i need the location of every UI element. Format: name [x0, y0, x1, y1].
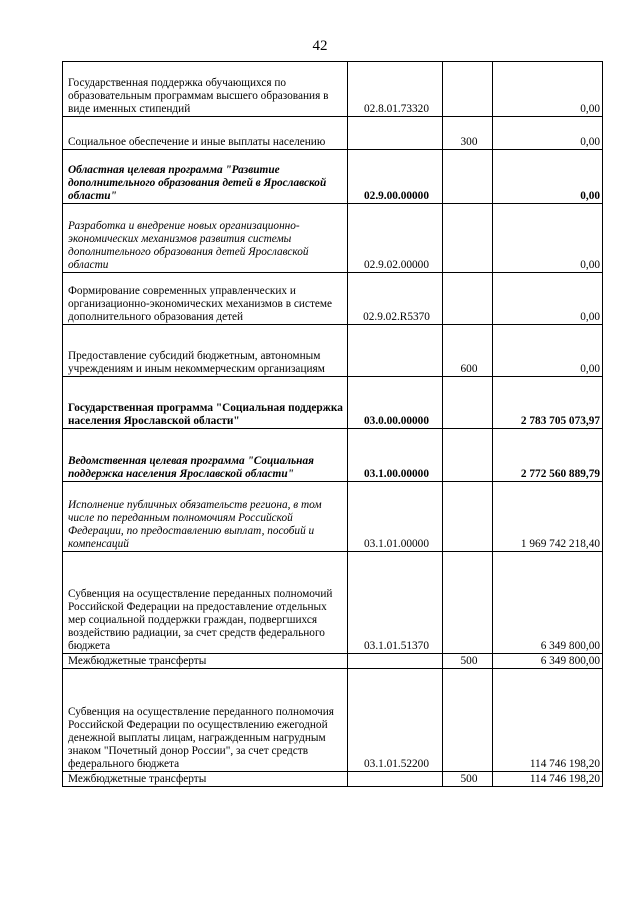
row-name-cell: Межбюджетные трансферты [63, 654, 348, 669]
row-expense-type-cell: 600 [443, 325, 493, 377]
row-expense-type-cell: 300 [443, 117, 493, 150]
row-name-cell: Предоставление субсидий бюджетным, автономным учреждениям и иным некоммерческим организациям [63, 325, 348, 377]
row-code-cell [348, 772, 443, 787]
row-code-cell: 03.1.01.51370 [348, 552, 443, 654]
row-expense-type-cell: 500 [443, 654, 493, 669]
row-code-cell: 03.1.00.00000 [348, 429, 443, 482]
row-amount-cell: 2 772 560 889,79 [493, 429, 603, 482]
row-code-cell: 03.0.00.00000 [348, 377, 443, 429]
row-expense-type-cell [443, 552, 493, 654]
row-name-cell: Социальное обеспечение и иные выплаты населению [63, 117, 348, 150]
row-expense-type-cell [443, 482, 493, 552]
row-expense-type-cell [443, 429, 493, 482]
table-row [63, 150, 603, 204]
row-amount-cell: 6 349 800,00 [493, 552, 603, 654]
table-row [63, 552, 603, 654]
row-amount-cell: 114 746 198,20 [493, 772, 603, 787]
table-row [63, 204, 603, 273]
row-expense-type-cell [443, 150, 493, 204]
table-row [63, 482, 603, 552]
row-code-cell: 02.8.01.73320 [348, 62, 443, 117]
table-row [63, 429, 603, 482]
row-name-cell: Ведомственная целевая программа "Социальная поддержка населения Ярославской области" [63, 429, 348, 482]
table-row [63, 377, 603, 429]
row-code-cell: 03.1.01.00000 [348, 482, 443, 552]
row-code-cell: 02.9.02.R5370 [348, 273, 443, 325]
row-amount-cell: 0,00 [493, 273, 603, 325]
row-amount-cell: 2 783 705 073,97 [493, 377, 603, 429]
row-amount-cell: 0,00 [493, 62, 603, 117]
row-name-cell: Исполнение публичных обязательств региона, в том числе по переданным полномочиям Российской Федерации, по предоставлению выплат, пособий и компенсаций [63, 482, 348, 552]
row-name-cell: Субвенция на осуществление переданного полномочия Российской Федерации по осуществлению ежегодной денежной выплаты лицам, награжденным нагрудным знаком "Почетный донор России", за счет средств федерального бюджета [63, 669, 348, 772]
budget-table-body [63, 62, 603, 787]
row-amount-cell: 6 349 800,00 [493, 654, 603, 669]
row-name-cell: Межбюджетные трансферты [63, 772, 348, 787]
row-code-cell [348, 117, 443, 150]
row-name-cell: Разработка и внедрение новых организационно-экономических механизмов развития системы дополнительного образования детей Ярославской области [63, 204, 348, 273]
row-name-cell: Областная целевая программа "Развитие дополнительного образования детей в Ярославской области" [63, 150, 348, 204]
row-code-cell [348, 325, 443, 377]
row-name-cell: Формирование современных управленческих и организационно-экономических механизмов в системе дополнительного образования детей [63, 273, 348, 325]
row-name-cell: Государственная программа "Социальная поддержка населения Ярославской области" [63, 377, 348, 429]
row-amount-cell: 0,00 [493, 117, 603, 150]
row-amount-cell: 0,00 [493, 325, 603, 377]
table-row [63, 772, 603, 787]
row-name-cell: Субвенция на осуществление переданных полномочий Российской Федерации на предоставление отдельных мер социальной поддержки граждан, подвергшихся воздействию радиации, за счет средств федерального бюджета [63, 552, 348, 654]
table-row [63, 669, 603, 772]
row-code-cell [348, 654, 443, 669]
row-amount-cell: 0,00 [493, 150, 603, 204]
table-row [63, 325, 603, 377]
budget-table [62, 61, 603, 787]
row-code-cell: 02.9.00.00000 [348, 150, 443, 204]
row-expense-type-cell [443, 669, 493, 772]
page-number: 42 [312, 38, 328, 54]
row-expense-type-cell: 500 [443, 772, 493, 787]
row-code-cell: 02.9.02.00000 [348, 204, 443, 273]
row-code-cell: 03.1.01.52200 [348, 669, 443, 772]
table-row [63, 273, 603, 325]
table-row [63, 117, 603, 150]
row-expense-type-cell [443, 377, 493, 429]
row-expense-type-cell [443, 273, 493, 325]
row-amount-cell: 0,00 [493, 204, 603, 273]
row-amount-cell: 114 746 198,20 [493, 669, 603, 772]
row-amount-cell: 1 969 742 218,40 [493, 482, 603, 552]
row-expense-type-cell [443, 204, 493, 273]
table-row [63, 654, 603, 669]
row-expense-type-cell [443, 62, 493, 117]
table-row [63, 62, 603, 117]
row-name-cell: Государственная поддержка обучающихся по образовательным программам высшего образования в виде именных стипендий [63, 62, 348, 117]
